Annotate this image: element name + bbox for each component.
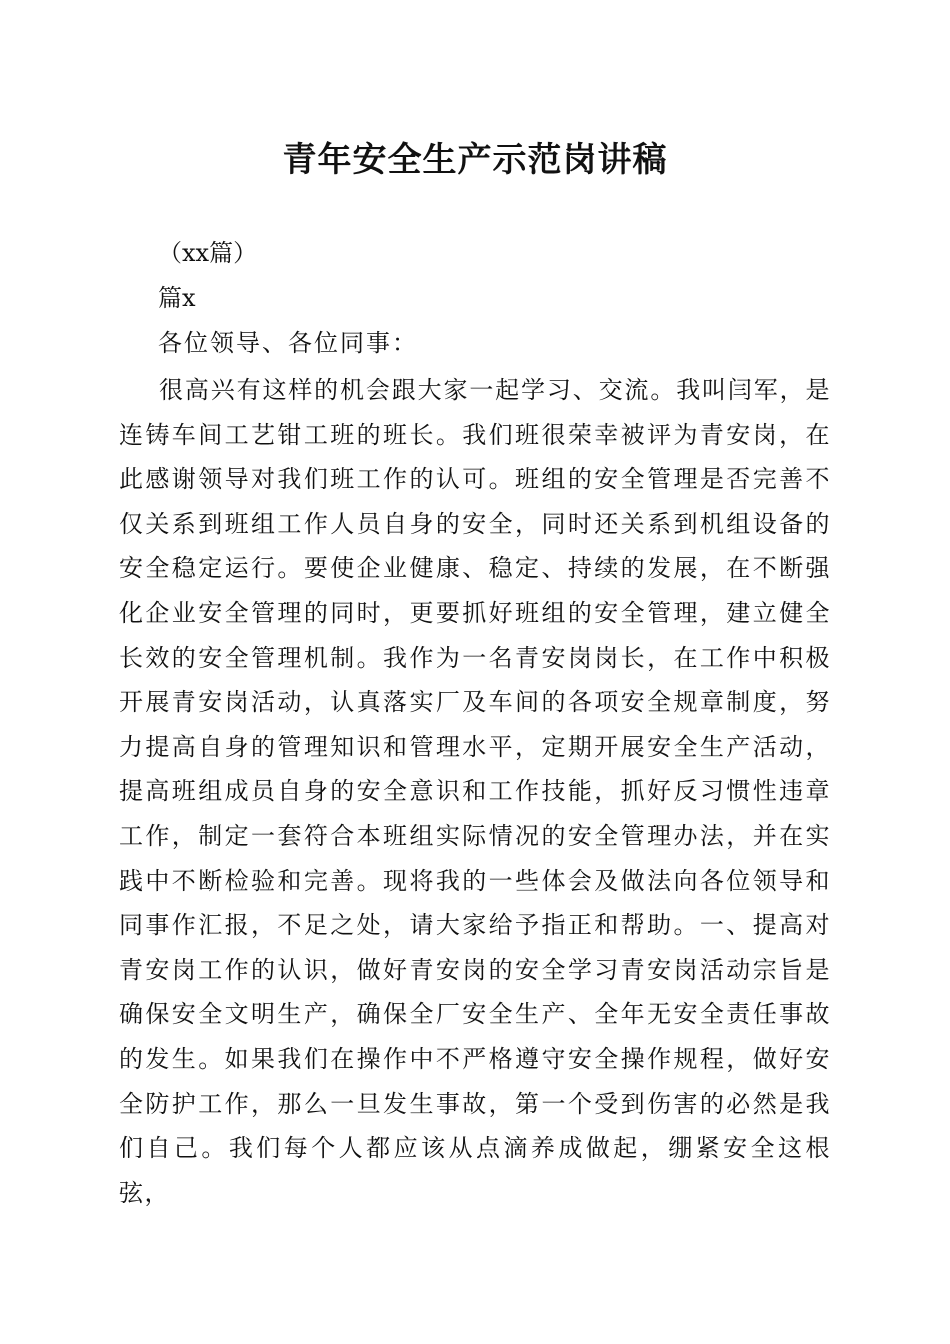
document-title: 青年安全生产示范岗讲稿 bbox=[282, 140, 668, 180]
document-subtitle: （xx篇） bbox=[158, 239, 258, 267]
body-paragraph: 很高兴有这样的机会跟大家一起学习、交流。我叫闫军，是连铸车间工艺钳工班的班长。我们班很荣幸被评为青安岗，在此感谢领导对我们班工作的认可。班组的安全管理是否完善不仅关系到班组工作人员自身的安全，同时还关系到机组设备的安全稳定运行。要使企业健康、稳定、持续的发展，在不断强化企业安全管理的同时，更要抓好班组的安全管理，建立健全长效的安全管理机制。我作为一名青安岗岗长，在工作中积极开展青安岗活动，认真落实厂及车间的各项安全规章制度，努力提高自身的管理知识和管理水平，定期开展安全生产活动，提高班组成员自身的安全意识和工作技能，抓好反习惯性违章工作，制定一套符合本班组实际情况的安全管理办法，并在实践中不断检验和完善。现将我的一些体会及做法向各位领导和同事作汇报，不足之处，请大家给予指正和帮助。一、提高对青安岗工作的认识，做好青安岗的安全学习青安岗活动宗旨是确保安全文明生产，确保全厂安全生产、全年无安全责任事故的发生。如果我们在操作中不严格遵守安全操作规程，做好安全防护工作，那么一旦发生事故，第一个受到伤害的必然是我们自己。我们每个人都应该从点滴养成做起，绷紧安全这根弦， bbox=[119, 376, 831, 1207]
greeting: 各位领导、各位同事： bbox=[158, 329, 418, 357]
section-label: 篇x bbox=[158, 284, 196, 312]
